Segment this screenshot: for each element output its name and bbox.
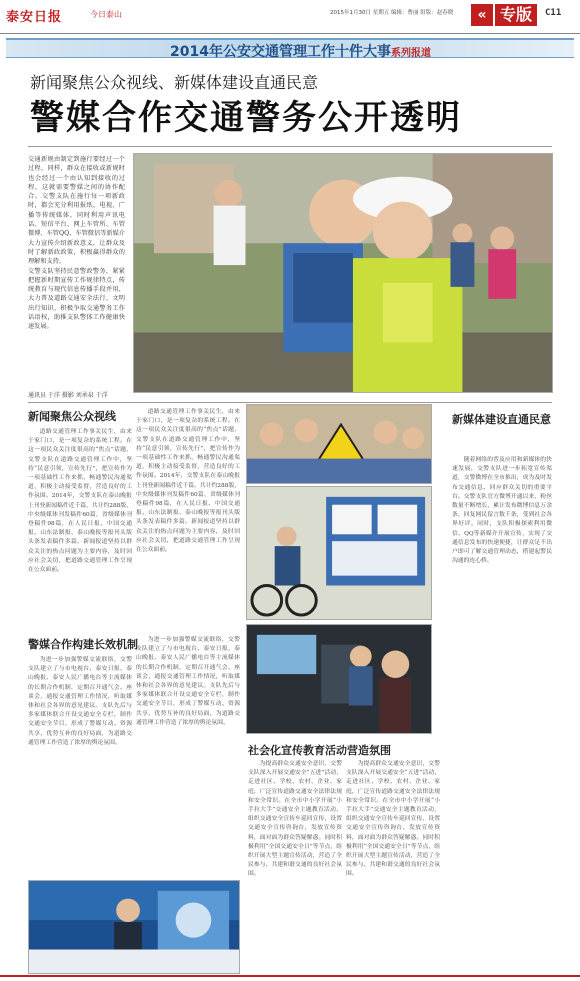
section-2-column-b: 为进一步加强警媒交流联络，交警支队建立了与市电视台、泰安日报、泰山晚报、泰安人民广播电台等主流媒体的长期合作机制，定期召开通气会、座谈会，通报交通管理工作情况，听取媒体和社会各界的意见建议。支队先后与多家媒体联合开设交通安全专栏，制作交通安全节目，形成了警媒互动、资源共享、优势互补的良好局面，为道路交通管理工作营造了浓厚的舆论氛围。 — [136, 637, 240, 726]
masthead-logo: 泰安日报 — [6, 10, 63, 25]
divider — [28, 146, 552, 147]
section-heading-1: 新闻聚焦公众视线 — [28, 410, 116, 423]
main-photo-traffic-officer-child — [133, 153, 553, 393]
page-header — [0, 0, 580, 34]
dateline: 2015年1月30日 星期五 编辑：曹丽 组版：赵春晓 — [330, 10, 454, 16]
banner-title — [170, 41, 431, 61]
photo-exhibition-board — [246, 486, 432, 620]
section-heading-4: 社会化宣传教育活动营造氛围 — [248, 744, 391, 757]
section-4-column-b: 为提高群众交通安全意识，交警支队深入开展交通安全“五进”活动，走进社区、学校、农村、企业、家庭，广泛宣传道路交通安全法律法规和安全常识。在全市中小学开展“小手拉大手”交通安全主题教育活动，组织交通安全宣传车巡回宣传，设置交通安全宣传咨询台，发放宣传资料，面对面为群众答疑解惑。同时积极利用“全国交通安全日”等节点，组织开展大型主题宣传活动，营造了全民参与、共建和谐交通的良好社会氛围。 — [346, 761, 440, 878]
photo-tv-studio-officer — [28, 880, 240, 974]
ribbon-fold-icon: « — [471, 4, 493, 26]
article-headline: 警媒合作交通警务公开透明 — [30, 98, 462, 138]
section-label: 专版 — [495, 4, 537, 26]
page-bottom-rule — [0, 975, 580, 977]
section-1-column-b: 道路交通管理工作事关民生，由来于家门口，是一项复杂的系统工程。在这一项民众关注度很高的“焦点”话题，交警支队在道路交通管理工作中，坚持“民意引领，宣传先行”，把宣传作为一项基础性工作来抓，畅通警民沟通渠道，积极主动接受监督，营造良好的工作氛围。2014年，交警支队在泰山晚报上刊登新闻稿件近千篇，共计约288版，中央级媒体刊发稿件60篇，省级媒体刊登稿件98篇，在人民日报、中国交通报、山东法制报、泰山晚报等报刊头版头条发表稿件多篇。新闻报道坚持以群众关注的热点问题为主要内容，及时回应社会关切，把道路交通管理工作呈现在公众面前。 — [136, 409, 240, 554]
photo-simulator-booth — [246, 624, 432, 734]
banner-title-suffix: 系列报道 — [390, 48, 431, 59]
photo-credit: 通讯员 于洋 摄影 刘承泉 于洋 — [28, 392, 108, 399]
section-2-column-a: 为进一步加强警媒交流联络，交警支队建立了与市电视台、泰安日报、泰山晚报、泰安人民广播电台等主流媒体的长期合作机制，定期召开通气会、座谈会，通报交通管理工作情况，听取媒体和社会各界的意见建议。支队先后与多家媒体联合开设交通安全专栏，制作交通安全节目，形成了警媒互动、资源共享、优势互补的良好局面，为道路交通管理工作营造了浓厚的舆论氛围。 — [28, 657, 132, 746]
series-banner — [6, 38, 574, 58]
article-subhead: 新闻聚焦公众视线、新媒体建设直通民意 — [30, 73, 319, 92]
masthead-subtitle: 今日泰山 — [90, 10, 122, 19]
section-heading-2: 警媒合作构建长效机制 — [28, 638, 138, 651]
section-heading-3: 新媒体建设直通民意 — [452, 413, 551, 426]
photo-children-traffic-sign — [246, 404, 432, 484]
section-1-column-a: 道路交通管理工作事关民生，由来于家门口，是一项复杂的系统工程。在这一项民众关注度很高的“焦点”话题，交警支队在道路交通管理工作中，坚持“民意引领，宣传先行”，把宣传作为一项基础性工作来抓，畅通警民沟通渠道，积极主动接受监督，营造良好的工作氛围。2014年，交警支队在泰山晚报上刊登新闻稿件近千篇，共计约288版，中央级媒体刊发稿件60篇，省级媒体刊登稿件98篇，在人民日报、中国交通报、山东法制报、泰山晚报等报刊头版头条发表稿件多篇。新闻报道坚持以群众关注的热点问题为主要内容，及时回应社会关切，把道路交通管理工作呈现在公众面前。 — [28, 429, 132, 574]
divider — [28, 402, 552, 403]
page-number: C11 — [545, 8, 562, 18]
banner-title-main: 2014年公安交通管理工作十件大事 — [170, 44, 391, 60]
lead-paragraph: 交通新规由制定到施行要经过一个过程，同样，群众在接收或新规时也会经过一个由认知到接收的过程，这就需要警媒之间的协作配合。交警支队在施行每一项新政时，都会充分利用报纸、电视、广播等传统媒体，同时利用声讯电话、短信平台、网上车管所、车管微博、车管QQ、车管微信等新媒介大力宣传介绍新政意义，让群众及时了解新政政策，积极赢得群众的理解和支持。 交警支队坚持民意警政警务，紧紧把握新时期宣传工作规律特点，传统教育与现代信息传播手段并用，大力普及道路交通安全法行、文明出行知识，积极争取交通警务工作话语权，助推支队警体工作健康快速发展。 — [28, 156, 125, 331]
section-3-column: 随着网络的普及应用和新媒体的快速发展，交警支队进一步拓宽宣传渠道，交警微博在全市推出，成为及时发布交通信息、回应群众关切的重要平台。交警支队官方微博开通以来，粉丝数量不断增长，累计发布微博信息万余条，回复网民留言数千条，受到社会各界好评。同时，支队积极探索利用微信、QQ等新媒介开展宣传，实现了交通信息发布的快速便捷，让群众足不出户即可了解交通管理动态，搭建起警民沟通的连心桥。 — [452, 457, 552, 565]
section-4-column-a: 为提高群众交通安全意识，交警支队深入开展交通安全“五进”活动，走进社区、学校、农村、企业、家庭，广泛宣传道路交通安全法律法规和安全常识。在全市中小学开展“小手拉大手”交通安全主题教育活动，组织交通安全宣传车巡回宣传，设置交通安全宣传咨询台，发放宣传资料，面对面为群众答疑解惑。同时积极利用“全国交通安全日”等节点，组织开展大型主题宣传活动，营造了全民参与、共建和谐交通的良好社会氛围。 — [248, 761, 342, 878]
